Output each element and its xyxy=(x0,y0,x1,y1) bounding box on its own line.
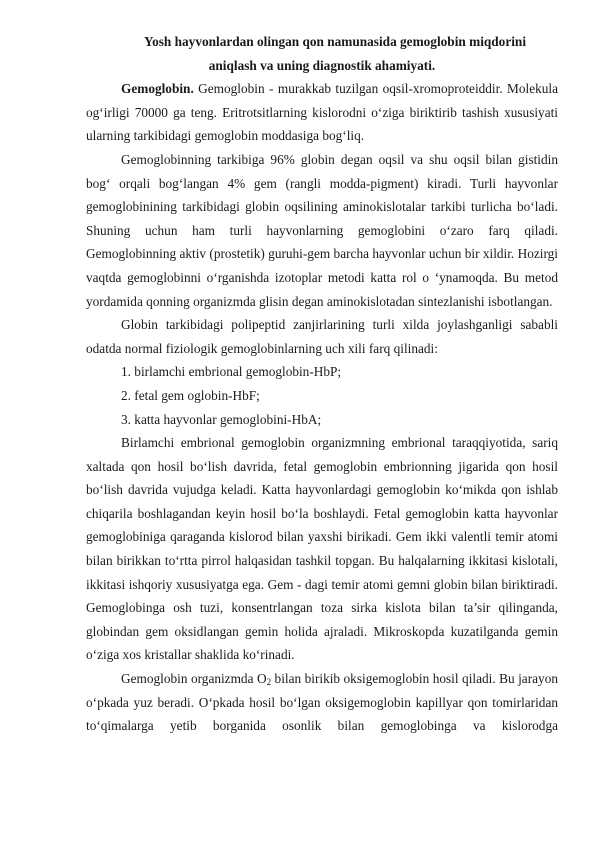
paragraph-hemoglobin-types-intro: Globin tarkibidagi polipeptid zanjirlarining turli xilda joylashganligi sababli odatda normal fiziologik gemoglobinlarning uch xili farq qilinadi: xyxy=(86,317,558,356)
paragraph-hemoglobin-composition: Gemoglobinning tarkibiga 96% globin degan oqsil va shu oqsil bilan gistidin bog‘ orqali bog‘langan 4% gem (rangli modda-pigment) kiradi. Turli hayvonlar gemoglobinining tarkibidagi globin oqsilining aminokislotalar tarkibi turlicha bo‘ladi. Shuning uchun ham turli hayvonlarning gemoglobini o‘zaro farq qiladi. Gemoglobinning aktiv (prostetik) guruhi-gem barcha hayvonlar uchun bir xildir. Hozirgi vaqtda gemoglobinni o‘rganishda izotoplar metodi katta rol o ‘ynamoqda. Bu metod yordamida qonning organizmda glisin degan aminokislotadan sintezlanishi isbotlangan. xyxy=(86,151,558,309)
paragraph-1-text: Gemoglobin - murakkab tuzilgan oqsil-xromoproteiddir. Molekula og‘irligi 70000 ga teng. Eritrotsitlarning kislorodni o‘ziga biriktirib tashish xususiyati ularning tarkibidagi gemoglobin moddasiga bog‘liq. xyxy=(86,81,558,144)
list-item-3: 3. katta hayvonlar gemoglobini-HbA; xyxy=(121,411,322,427)
document-title-line-2: aniqlash va uning diagnostik ahamiyati. xyxy=(208,57,436,73)
paragraph-embryonic-hemoglobin: Birlamchi embrional gemoglobin organizmning embrional taraqqiyotida, sariq xaltada qon hosil bo‘lish davrida, fetal gemoglobin embrionning jigarida qon hosil bo‘lish davrida vujudga keladi. Katta hayvonlardagi gemoglobin ko‘mikda qon ishlab chiqarila boshlagandan keyin hosil bo‘la boshlaydi. Fetal gemoglobin katta hayvonlar gemoglobiniga qaraganda kislorod bilan yaxshi birikadi. Gem ikki valentli temir atomi bilan birikkan to‘rtta pirrol halqasidan tashkil topgan. Bu halqalarning ikkitasi kislotali, ikkitasi ishqoriy xususiyatga ega. Gem - dagi temir atomi gemni globin bilan biriktiradi. Gemoglobinga osh tuzi, konsentrlangan toza sirka kislota bilan ta’sir qilinganda, globindan gem oksidlangan gemin holida ajraladi. Mikroskopda kuzatilganda gemin o‘ziga xos kristallar shaklida ko‘rinadi. xyxy=(86,435,558,663)
document-page xyxy=(86,30,558,738)
oxygen-subscript: 2 xyxy=(266,677,272,688)
document-title-line-1: Yosh hayvonlardan olingan qon namunasida gemoglobin miqdorini xyxy=(143,34,527,49)
paragraph-hemoglobin-definition xyxy=(86,77,558,148)
paragraph-oxyhemoglobin xyxy=(86,667,558,738)
paragraph-5-text-a: Gemoglobin organizmda O xyxy=(121,671,267,687)
term-hemoglobin: Gemoglobin. xyxy=(121,81,194,97)
list-item-1: 1. birlamchi embrional gemoglobin-HbP; xyxy=(121,364,342,380)
list-item-2: 2. fetal gem oglobin-HbF; xyxy=(121,387,260,403)
paragraph-5-text-b: bilan birikib oksigemoglobin hosil qiladi. Bu jarayon o‘pkada yuz beradi. O‘pkada hosil bo‘lgan oksigemoglobin kapillyar qon tomirlaridan to‘qimalarga yetib borganida osonlik bilan gemoglobinga va kislorodga xyxy=(86,671,558,734)
